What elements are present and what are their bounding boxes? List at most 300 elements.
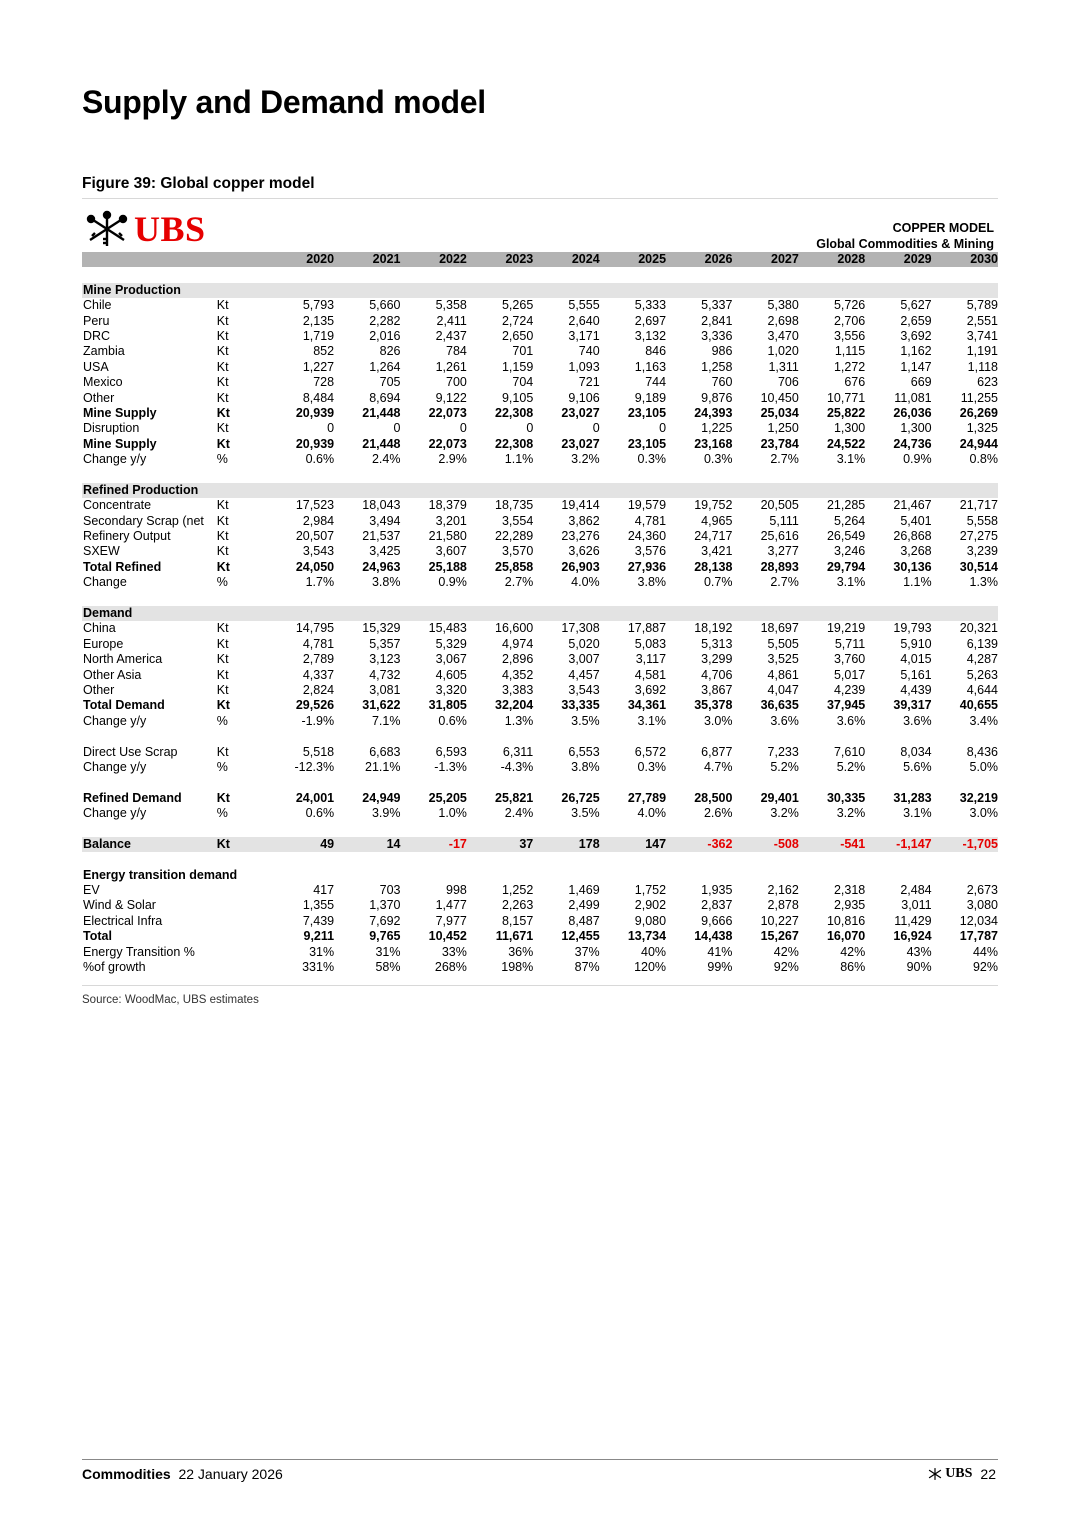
value-cell: 25,034 [760,405,799,420]
value-cell: 23,276 [561,529,600,544]
value-cell: 25,188 [428,559,467,574]
table-row [82,668,998,683]
value-cell: 701 [512,344,534,359]
value-cell: 5.2% [770,759,799,774]
value-cell: 27,789 [627,790,667,805]
value-cell: 3.8% [371,575,401,590]
row-unit: Kt [216,313,229,328]
row-unit: Kt [216,529,229,544]
value-cell: 3,543 [302,544,335,559]
value-cell: 21,285 [826,498,866,513]
year-header-cell: 2020 [306,252,335,266]
row-unit: Kt [216,667,229,682]
row-unit: Kt [216,298,229,313]
value-cell: 623 [977,375,998,390]
value-cell: 17,887 [627,621,667,636]
value-cell: 1,147 [900,359,932,374]
row-label: Electrical Infra [83,913,163,928]
value-cell: 1,300 [833,421,866,436]
value-cell: 0.6% [305,806,335,821]
row-unit: % [216,713,228,728]
value-cell: 3.5% [571,806,600,821]
value-cell: 22,308 [495,436,534,451]
value-cell: 5,627 [900,298,932,313]
row-unit: Kt [216,344,229,359]
value-cell: 1,250 [767,421,799,436]
value-cell: 14,795 [295,621,335,636]
value-cell: 1,355 [302,898,335,913]
value-cell: 2,263 [501,898,534,913]
value-cell: 3,692 [634,682,667,697]
value-cell: 3,299 [701,652,733,667]
year-header-row [82,252,998,267]
value-cell: 21,467 [893,498,932,513]
page-number: 22 [980,1466,996,1482]
row-unit: Kt [216,513,229,528]
spacer-row [82,775,998,790]
row-unit: % [216,806,228,821]
value-cell: 2.9% [438,452,467,467]
value-cell: 31,805 [428,698,467,713]
value-cell: 705 [379,375,401,390]
value-cell: 26,903 [561,559,600,574]
table-row [82,360,998,375]
value-cell: 5,329 [435,636,467,651]
row-label: Other Asia [83,667,142,682]
footer-left [82,1466,283,1482]
value-cell: 44% [972,944,998,959]
value-cell: 2,896 [501,652,534,667]
value-cell: 3,123 [369,652,401,667]
value-cell: 37,945 [826,698,866,713]
row-unit: Kt [216,328,229,343]
value-cell: 704 [512,375,534,390]
value-cell: 0.9% [903,452,932,467]
value-cell: 28,500 [694,790,733,805]
value-cell: -12.3% [294,759,335,774]
value-cell: 2.4% [504,806,534,821]
value-cell: 846 [645,344,667,359]
value-cell: 22,073 [428,436,467,451]
value-cell: 43% [906,944,932,959]
ubs-logo-text: UBS [134,209,206,249]
row-unit [217,883,268,898]
value-cell: 3.1% [836,452,866,467]
value-cell: -1.3% [434,759,467,774]
row-label: Total [83,929,112,944]
row-label: EV [83,883,100,898]
row-label: Mexico [83,375,123,390]
value-cell: 19,579 [627,498,667,513]
value-cell: 1,370 [369,898,401,913]
row-unit: Kt [216,621,229,636]
footer-date: 22 January 2026 [178,1466,283,1482]
copper-model-table [82,252,998,975]
value-cell: 1.3% [969,575,998,590]
value-cell: 1,325 [966,421,998,436]
value-cell: 986 [711,344,733,359]
value-cell: 6,572 [634,744,667,759]
value-cell: 21,537 [362,529,401,544]
value-cell: 2,724 [501,313,534,328]
source-note: Source: WoodMac, UBS estimates [82,994,259,1006]
balance-value-cell: 178 [578,836,600,851]
value-cell: 18,735 [495,498,534,513]
value-cell: 5,333 [634,298,667,313]
value-cell: 23,105 [627,405,667,420]
spacer-row [82,821,998,836]
value-cell: 4,861 [767,667,799,682]
table-row [82,344,998,359]
value-cell: 784 [446,344,467,359]
value-cell: 2.6% [703,806,733,821]
header-unit-cell [217,252,268,267]
value-cell: 18,379 [428,498,467,513]
value-cell: 3,425 [369,544,401,559]
row-unit [217,960,268,975]
value-cell: 2,697 [634,313,667,328]
value-cell: 36,635 [760,698,799,713]
balance-value-cell: -1,705 [962,836,998,851]
value-cell: 31% [375,944,401,959]
section-title-row [82,606,998,621]
value-cell: 0.8% [969,452,998,467]
value-cell: 99% [707,959,733,974]
value-cell: 3.6% [770,713,799,728]
value-cell: 9,666 [701,913,733,928]
value-cell: 0.6% [438,713,467,728]
value-cell: 35,378 [694,698,733,713]
row-unit: Kt [216,652,229,667]
balance-value-cell: 49 [320,836,335,851]
value-cell: 24,001 [295,790,335,805]
value-cell: 2,935 [833,898,866,913]
year-header-cell: 2023 [505,252,534,266]
value-cell: 3,268 [900,544,932,559]
value-cell: 676 [844,375,866,390]
value-cell: 4,781 [302,636,335,651]
value-cell: 16,070 [826,929,866,944]
value-cell: 32,219 [959,790,998,805]
row-label: China [83,621,116,636]
figure-title: Figure 39: Global copper model [82,175,315,192]
value-cell: 1,162 [900,344,932,359]
value-cell: 29,526 [295,698,335,713]
value-cell: 19,752 [694,498,733,513]
balance-value-cell: -541 [840,836,866,851]
row-label: Chile [83,298,112,313]
row-unit: % [216,452,228,467]
value-cell: 18,043 [362,498,401,513]
value-cell: 26,036 [893,405,932,420]
table-row [82,960,998,975]
section-title: Mine Production [83,282,181,297]
value-cell: 5,017 [833,667,866,682]
value-cell: 4,457 [568,667,600,682]
table-row [82,298,998,313]
value-cell: 28,138 [694,559,733,574]
value-cell: 3,760 [833,652,866,667]
section-title: Refined Production [83,482,199,497]
value-cell: 0 [659,421,667,436]
value-cell: 5,518 [302,744,335,759]
value-cell: 31% [309,944,335,959]
footer-right [927,1466,996,1482]
balance-row [82,837,998,852]
page-title: Supply and Demand model [82,84,486,120]
value-cell: 4,581 [634,667,667,682]
table-bottom-rule [82,985,998,986]
value-cell: 24,944 [959,436,998,451]
value-cell: 11,255 [960,390,998,405]
spacer-row [82,729,998,744]
table-row [82,560,998,575]
value-cell: 30,335 [826,790,866,805]
footer-section: Commodities [82,1466,171,1482]
value-cell: 6,311 [502,744,534,759]
value-cell: 3.6% [903,713,932,728]
value-cell: 3.9% [371,806,401,821]
year-header-cell: 2024 [571,252,600,266]
value-cell: 3.6% [836,713,866,728]
value-cell: 17,523 [295,498,335,513]
table-row [82,391,998,406]
value-cell: 7,233 [767,744,799,759]
value-cell: 198% [501,959,534,974]
value-cell: 4,706 [701,667,733,682]
value-cell: 5,161 [900,667,932,682]
value-cell: 3,525 [767,652,799,667]
row-unit: Kt [216,375,229,390]
value-cell: 23,784 [760,436,799,451]
value-cell: 19,414 [561,498,600,513]
table-row [82,898,998,913]
value-cell: 4,605 [435,667,467,682]
value-cell: 1,935 [701,883,733,898]
value-cell: 22,308 [495,405,534,420]
value-cell: 20,939 [295,405,335,420]
energy-title-row [82,868,998,883]
value-cell: 7.1% [371,713,401,728]
value-cell: 744 [645,375,667,390]
value-cell: 1.1% [903,575,932,590]
value-cell: 21,448 [362,436,401,451]
value-cell: 22,289 [495,529,534,544]
value-cell: 2,878 [767,898,799,913]
row-unit [217,914,268,929]
value-cell: 3,570 [501,544,534,559]
value-cell: 4,337 [302,667,335,682]
row-label: SXEW [83,544,120,559]
row-unit [217,929,268,944]
value-cell: 5,711 [834,636,866,651]
value-cell: 6,683 [369,744,401,759]
value-cell: 0 [393,421,401,436]
value-cell: 2,837 [701,898,733,913]
value-cell: 3,201 [435,513,467,528]
value-cell: 19,219 [826,621,866,636]
value-cell: 87% [574,959,600,974]
value-cell: 36% [508,944,534,959]
value-cell: 41% [707,944,733,959]
value-cell: 2,484 [900,883,932,898]
year-header-cell: 2029 [903,252,932,266]
row-unit: Kt [216,498,229,513]
table-row [82,375,998,390]
value-cell: 3,626 [568,544,600,559]
value-cell: 7,977 [435,913,467,928]
table-row [82,437,998,452]
year-header-cell: 2028 [837,252,866,266]
value-cell: 9,765 [369,929,401,944]
value-cell: 9,106 [568,390,600,405]
value-cell: 12,034 [959,913,998,928]
value-cell: 1,163 [634,359,667,374]
value-cell: 1,258 [701,359,733,374]
value-cell: 5,793 [302,298,335,313]
value-cell: 1,264 [369,359,401,374]
section-title-row [82,283,998,298]
value-cell: -1.9% [301,713,335,728]
value-cell: 4.7% [703,759,733,774]
table-row [82,652,998,667]
header-label-cell [82,252,217,267]
value-cell: 6,139 [966,636,998,651]
value-cell: 1,118 [967,359,998,374]
value-cell: 9,211 [303,929,335,944]
value-cell: 30,136 [893,559,932,574]
balance-value-cell: -362 [707,836,733,851]
value-cell: 0 [459,421,467,436]
value-cell: 19,793 [893,621,932,636]
value-cell: 1.3% [504,713,534,728]
value-cell: 31,622 [362,698,401,713]
value-cell: 5,380 [767,298,799,313]
row-unit: Kt [216,682,229,697]
value-cell: 26,269 [959,405,998,420]
value-cell: 0 [327,421,335,436]
value-cell: 3,607 [435,544,467,559]
value-cell: 0.6% [305,452,335,467]
value-cell: 2.7% [770,575,799,590]
value-cell: 2,659 [900,313,932,328]
value-cell: 0 [526,421,534,436]
value-cell: 3.2% [571,452,600,467]
value-cell: 8,694 [369,390,401,405]
value-cell: 26,549 [826,529,866,544]
value-cell: 23,027 [561,436,600,451]
value-cell: 5,660 [369,298,401,313]
value-cell: 21.1% [365,759,401,774]
value-cell: 2,824 [302,682,335,697]
value-cell: 20,507 [295,529,335,544]
row-label: Secondary Scrap (net [83,513,204,528]
value-cell: 1,093 [568,359,600,374]
value-cell: 15,329 [362,621,401,636]
value-cell: 826 [379,344,401,359]
table-row [82,452,998,467]
value-cell: 14,438 [694,929,733,944]
value-cell: 24,717 [694,529,733,544]
value-cell: 2,984 [302,513,335,528]
value-cell: 58% [375,959,401,974]
row-label: Change y/y [83,806,147,821]
value-cell: 4,439 [900,682,932,697]
row-unit: Kt [216,790,230,805]
value-cell: 3,011 [901,898,932,913]
table-row [82,945,998,960]
value-cell: 92% [773,959,799,974]
value-cell: 11,081 [894,390,932,405]
value-cell: 6,877 [701,744,733,759]
row-unit: % [216,759,228,774]
table-row [82,914,998,929]
value-cell: 1,115 [834,344,866,359]
value-cell: 5,505 [767,636,799,651]
value-cell: 1,227 [302,359,335,374]
value-cell: 5,265 [501,298,534,313]
table-row [82,745,998,760]
footer-brand: UBS [945,1466,973,1481]
energy-section-title: Energy transition demand [83,867,238,882]
value-cell: 21,717 [959,498,998,513]
value-cell: -4.3% [500,759,534,774]
value-cell: 42% [840,944,866,959]
value-cell: 40% [641,944,667,959]
value-cell: 4,974 [501,636,534,651]
table-row [82,421,998,436]
value-cell: 8,436 [966,744,998,759]
value-cell: 3,320 [435,682,467,697]
value-cell: 700 [446,375,467,390]
value-cell: 2,499 [568,898,600,913]
row-unit: Kt [216,359,229,374]
value-cell: 1,252 [501,883,534,898]
value-cell: 5,020 [568,636,600,651]
value-cell: 5,401 [900,513,932,528]
value-cell: 2,706 [833,313,866,328]
value-cell: 17,787 [959,929,998,944]
row-label: Europe [83,636,124,651]
row-label: Change y/y [83,713,147,728]
value-cell: 24,963 [362,559,401,574]
value-cell: 11,671 [495,929,534,944]
value-cell: 3,007 [568,652,600,667]
value-cell: 21,580 [428,529,467,544]
value-cell: 2,411 [436,313,467,328]
value-cell: 26,868 [893,529,932,544]
value-cell: 28,893 [760,559,799,574]
value-cell: 4,965 [701,513,733,528]
row-label: Mine Supply [83,436,157,451]
table-row [82,806,998,821]
value-cell: 0.7% [703,575,733,590]
value-cell: 721 [578,375,600,390]
balance-label: Balance [83,836,131,851]
value-cell: 740 [578,344,600,359]
value-cell: 7,610 [833,744,866,759]
value-cell: 3,277 [767,544,799,559]
value-cell: 12,455 [561,929,600,944]
value-cell: 11,429 [894,913,932,928]
value-cell: 3,556 [833,328,866,343]
model-header-title: COPPER MODEL [892,221,994,235]
value-cell: 30,514 [959,559,998,574]
table-row [82,498,998,513]
row-unit: Kt [216,636,229,651]
value-cell: 3.8% [637,575,667,590]
year-header-cell: 2022 [439,252,467,266]
